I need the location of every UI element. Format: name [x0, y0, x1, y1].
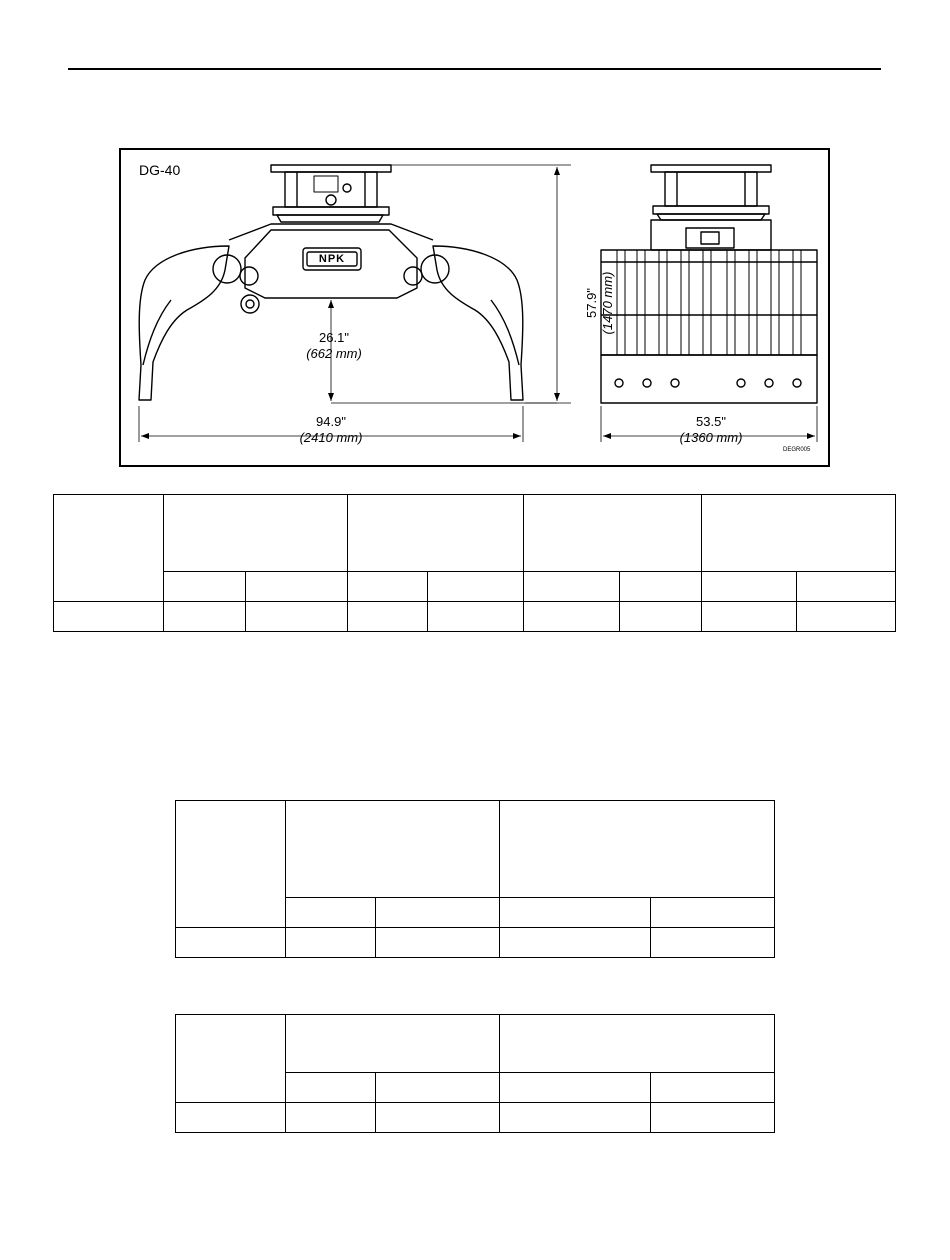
table-cell [176, 1103, 286, 1133]
table-row [54, 602, 896, 632]
table-cell [651, 928, 775, 958]
table-cell [376, 1073, 500, 1103]
depth-mm: (1360 mm) [679, 430, 743, 445]
table-cell [797, 572, 896, 602]
table-cell [286, 1103, 376, 1133]
table-cell [176, 801, 286, 928]
depth-dimension-label [661, 414, 761, 446]
table-cell [246, 602, 348, 632]
table-cell [348, 572, 428, 602]
table-cell [651, 1073, 775, 1103]
table-cell [286, 801, 500, 898]
table-cell [500, 1073, 651, 1103]
table-cell [500, 928, 651, 958]
table-cell [702, 495, 896, 572]
spec-table-3 [175, 1014, 775, 1133]
spec-table-1 [53, 494, 896, 632]
model-label: DG-40 [139, 162, 181, 178]
table-cell [524, 602, 620, 632]
table-cell [376, 898, 500, 928]
table-cell [286, 1015, 500, 1073]
table-cell [286, 898, 376, 928]
opening-in: 26.1" [319, 330, 349, 345]
table-cell [702, 572, 797, 602]
table-cell [797, 602, 896, 632]
header-rule [68, 68, 881, 70]
table-cell [286, 928, 376, 958]
table-cell [651, 898, 775, 928]
table-cell [651, 1103, 775, 1133]
table-row [176, 928, 775, 958]
height-mm: (1470 mm) [600, 271, 615, 335]
width-dimension-label [281, 414, 381, 446]
table-cell [164, 495, 348, 572]
table-cell [376, 928, 500, 958]
spec-table-2 [175, 800, 775, 958]
npk-logo: NPK [318, 253, 346, 265]
table-cell [500, 801, 775, 898]
table-cell [176, 928, 286, 958]
dimension-drawing [119, 148, 830, 467]
table-cell [428, 572, 524, 602]
table-cell [428, 602, 524, 632]
table-cell [348, 495, 524, 572]
table-cell [54, 495, 164, 602]
opening-dimension-label [289, 330, 379, 362]
table-cell [286, 1073, 376, 1103]
height-dimension-label [584, 238, 620, 368]
width-mm: (2410 mm) [299, 430, 363, 445]
table-cell [376, 1103, 500, 1133]
opening-mm: (662 mm) [306, 346, 362, 361]
table-cell [524, 495, 702, 572]
table-cell [54, 602, 164, 632]
table-cell [620, 572, 702, 602]
drawing-code: DEGR005 [783, 447, 811, 453]
table-cell [500, 1015, 775, 1073]
table-cell [176, 1015, 286, 1103]
table-cell [620, 602, 702, 632]
table-cell [164, 572, 246, 602]
table-cell [164, 602, 246, 632]
table-row [176, 1103, 775, 1133]
table-cell [500, 1103, 651, 1133]
height-in: 57.9" [584, 288, 599, 318]
table-cell [348, 602, 428, 632]
table-cell [702, 602, 797, 632]
depth-in: 53.5" [696, 414, 726, 429]
table-cell [524, 572, 620, 602]
table-cell [246, 572, 348, 602]
width-in: 94.9" [316, 414, 346, 429]
table-cell [500, 898, 651, 928]
